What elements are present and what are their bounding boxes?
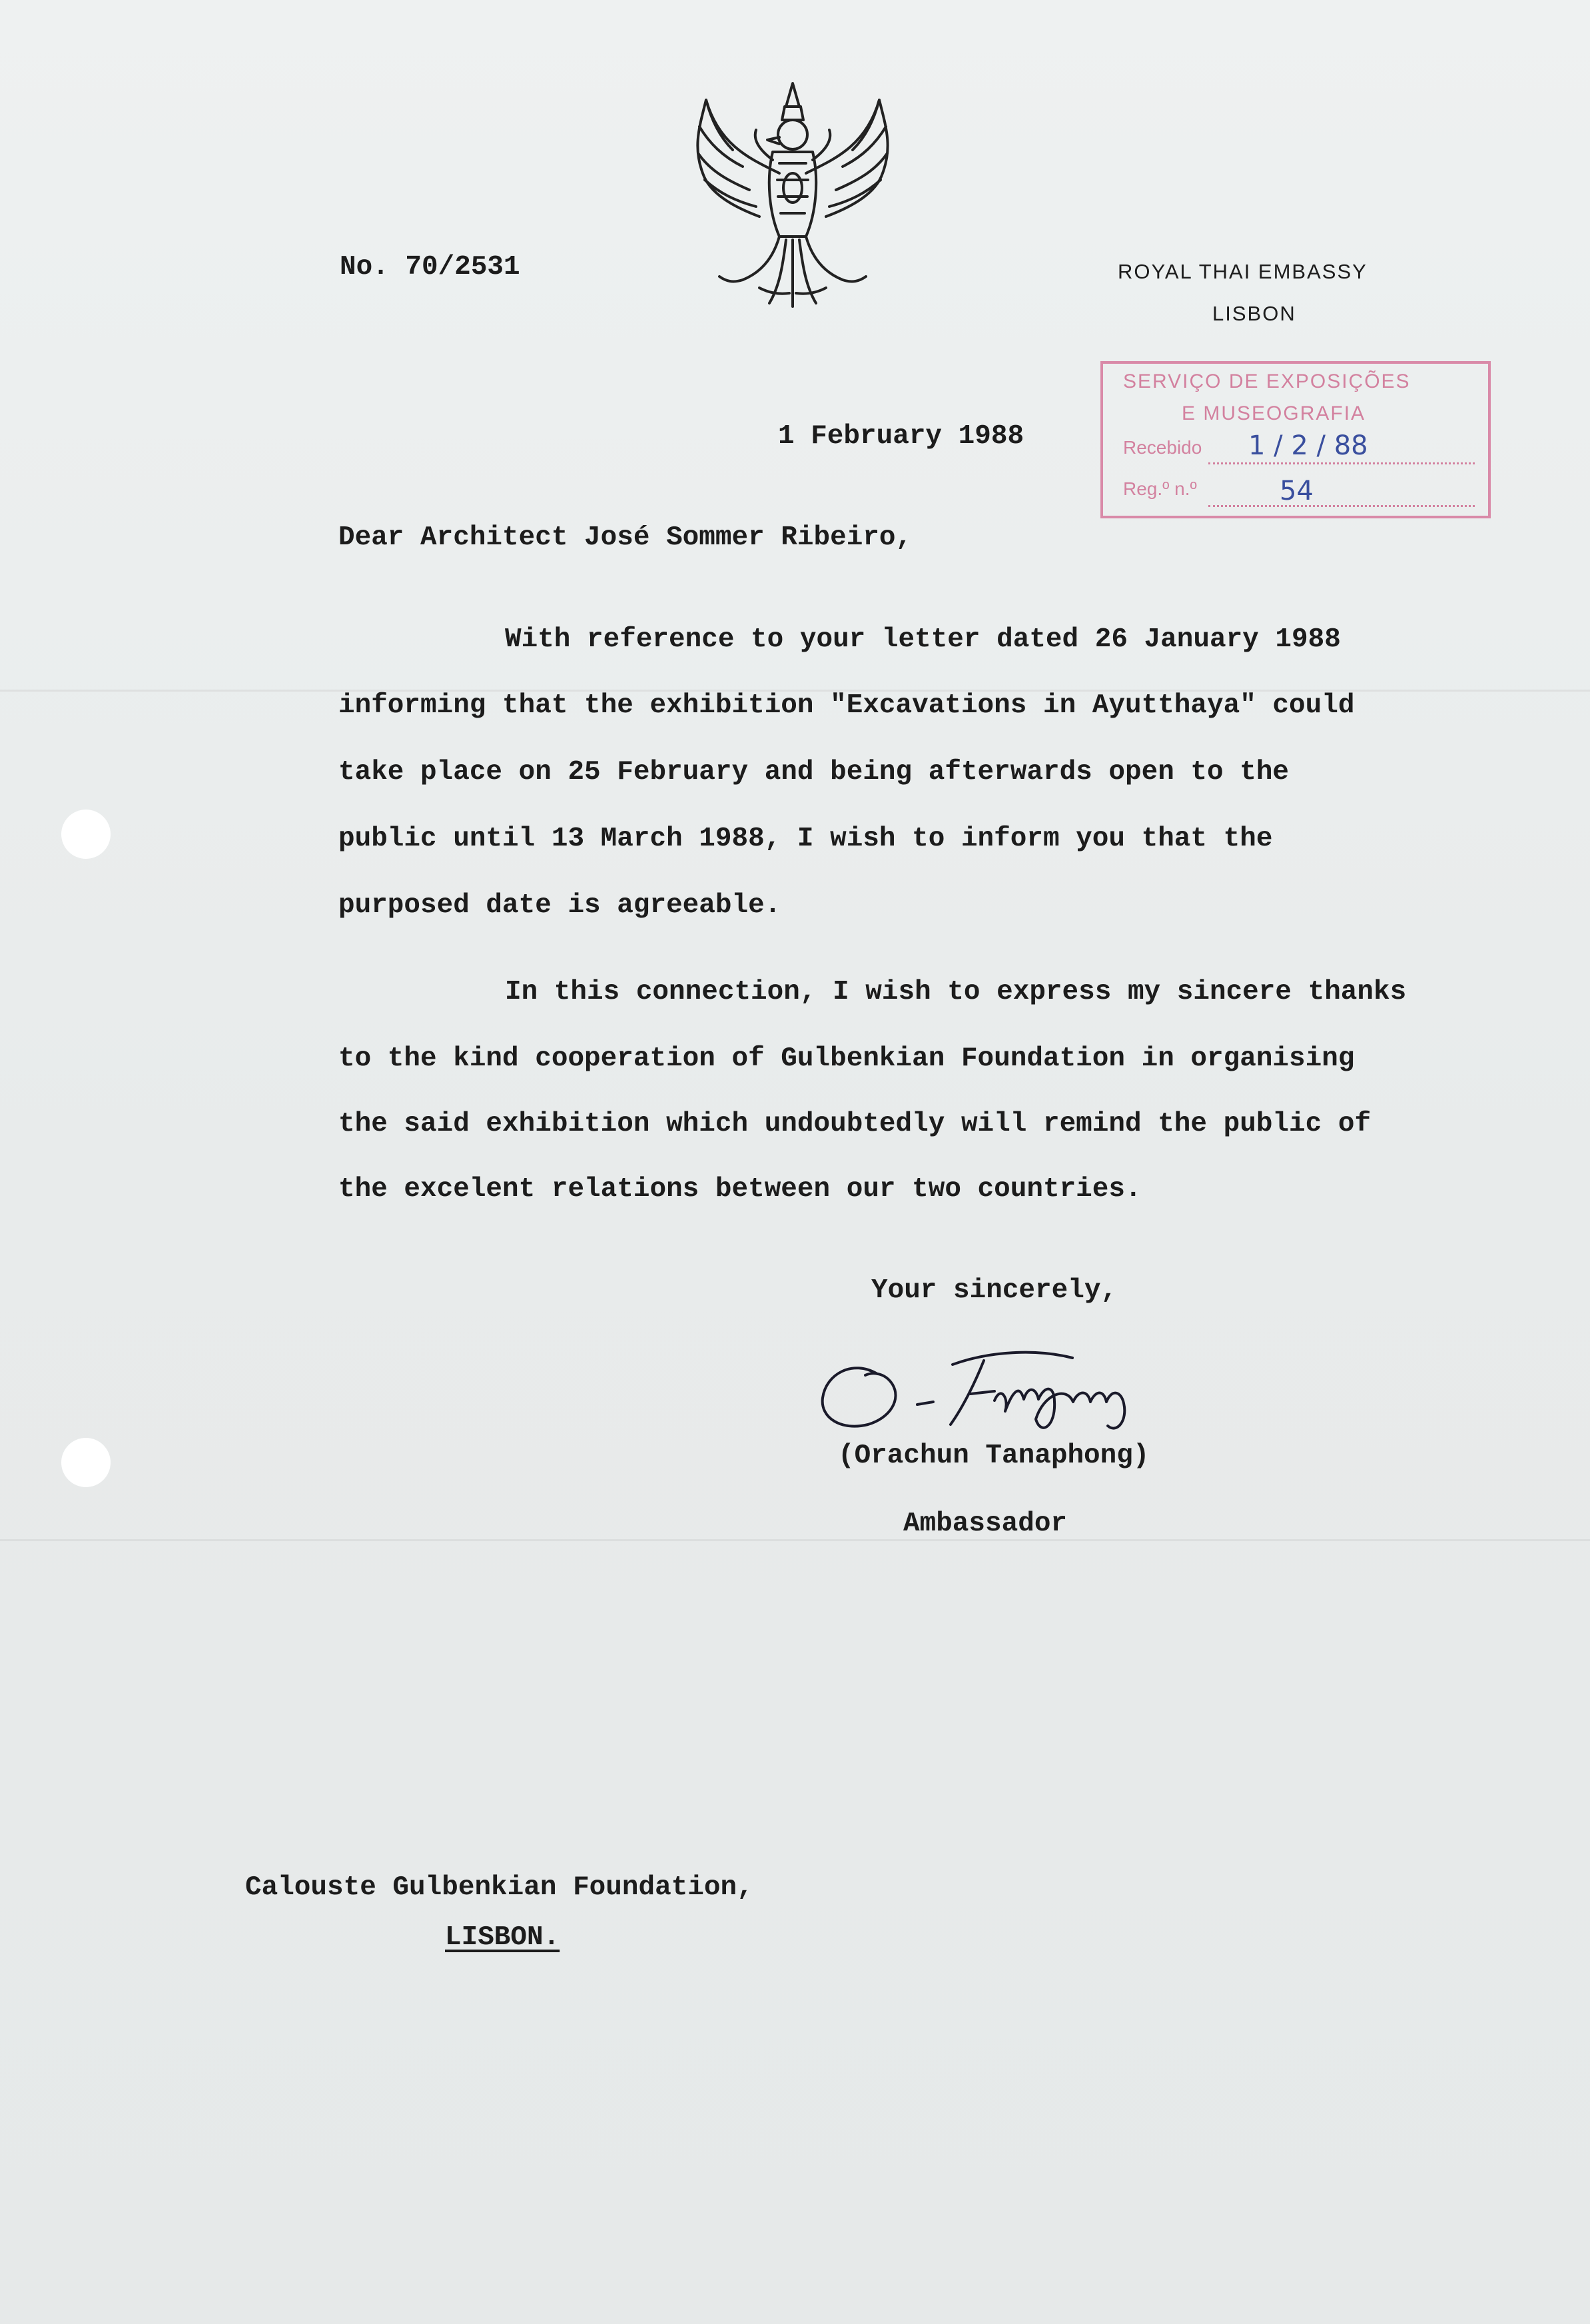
recipient-name: Calouste Gulbenkian Foundation,	[245, 1872, 753, 1903]
stamp-title: SERVIÇO DE EXPOSIÇÕES	[1123, 370, 1411, 392]
handwritten-signature	[816, 1333, 1162, 1446]
signatory-name: (Orachun Tanaphong)	[838, 1441, 1150, 1471]
paragraph-line: informing that the exhibition "Excavations in Ayutthaya" could	[338, 690, 1355, 721]
punch-hole	[61, 1438, 111, 1487]
sender-city: LISBON	[1212, 302, 1296, 325]
paragraph-line: public until 13 March 1988, I wish to inform you that the	[338, 824, 1273, 854]
stamp-received-date: 1 / 2 / 88	[1248, 430, 1368, 461]
garuda-emblem-icon	[679, 73, 906, 313]
reference-number: No. 70/2531	[340, 252, 520, 283]
paragraph-line: With reference to your letter dated 26 January 1988	[505, 624, 1341, 655]
fold-line	[0, 1539, 1590, 1541]
signatory-title: Ambassador	[903, 1508, 1068, 1539]
paragraph-line: In this connection, I wish to express my sincere thanks	[505, 977, 1407, 1007]
paragraph-line: to the kind cooperation of Gulbenkian Foundation in organising	[338, 1043, 1355, 1074]
sender-name: ROYAL THAI EMBASSY	[1118, 260, 1368, 283]
paragraph-line: the excelent relations between our two countries.	[338, 1174, 1142, 1205]
reception-stamp	[1100, 361, 1491, 518]
stamp-register-label: Reg.º n.º	[1123, 478, 1197, 499]
salutation: Dear Architect José Sommer Ribeiro,	[338, 522, 913, 553]
recipient-city: LISBON.	[445, 1922, 560, 1953]
closing: Your sincerely,	[871, 1275, 1118, 1306]
letter-date: 1 February 1988	[778, 421, 1024, 452]
paragraph-line: purposed date is agreeable.	[338, 890, 781, 921]
stamp-received-label: Recebido	[1123, 437, 1202, 458]
stamp-register-number: 54	[1280, 476, 1314, 506]
punch-hole	[61, 810, 111, 859]
stamp-dotted-line	[1208, 505, 1475, 507]
paragraph-line: take place on 25 February and being afterwards open to the	[338, 757, 1290, 788]
stamp-subtitle: E MUSEOGRAFIA	[1182, 402, 1366, 424]
stamp-dotted-line	[1208, 462, 1475, 464]
paragraph-line: the said exhibition which undoubtedly will remind the public of	[338, 1109, 1372, 1139]
